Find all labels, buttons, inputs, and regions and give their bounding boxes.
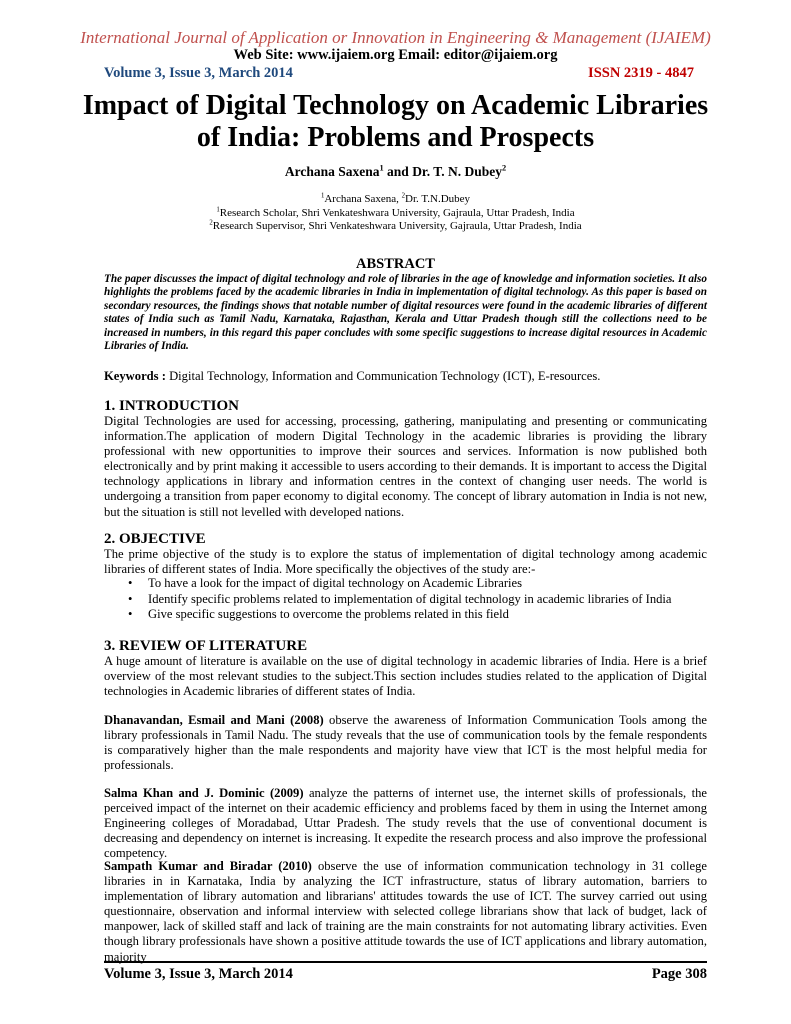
study-authors: Salma Khan and J. Dominic (2009) [104,786,304,800]
journal-name: International Journal of Application or Innovation in Engineering & Management (IJAIEM) [80,28,711,47]
list-item-text: Give specific suggestions to overcome the problems related in this field [148,607,509,622]
keywords-label: Keywords : [104,369,166,383]
list-item [104,607,707,623]
affil-name-2: Dr. T.N.Dubey [405,193,471,205]
objective-paragraph: The prime objective of the study is to explore the status of implementation of digital technology among academic libraries of different states of India. More specifically the objectives of the study are:- [104,547,707,577]
footer-volume: Volume 3, Issue 3, March 2014 [104,966,293,982]
abstract-text: The paper discusses the impact of digital technology and role of libraries in the age of knowledge and information societies. It also highlights the problems faced by the academic libraries in India in implementation of digital technology. As this paper is based on secondary resources, the findings shows that notable number of digital resources were found in the academic libraries of different states of India such as Tamil Nadu, Karnataka, Rajasthan, Kerala and Uttar Pradesh though still the collections need to be increased in numbers, in this regard this paper concludes with some specific suggestions to increase digital resources in Academic Libraries of India. [104,273,707,353]
keywords-text: Digital Technology, Information and Communication Technology (ICT), E-resources. [165,369,601,383]
list-item-text: To have a look for the impact of digital technology on Academic Libraries [148,576,523,590]
affil-2-mark: 2 [209,219,213,227]
study-paragraph [104,713,707,773]
study-authors: Dhanavandan, Esmail and Mani (2008) [104,713,324,727]
paper-title: Impact of Digital Technology on Academic Libraries of India: Problems and Prospects [82,90,709,153]
footer-page-number: Page 308 [651,966,707,982]
footer-divider [104,961,707,963]
list-item [104,576,707,592]
section-heading-introduction: 1. INTRODUCTION [104,398,240,414]
bullet-icon: • [128,591,133,606]
affil-name-1: Archana Saxena, [324,193,402,205]
section-heading-objective: 2. OBJECTIVE [104,531,206,547]
header-issn: ISSN 2319 - 4847 [588,65,694,81]
author-2-name: Dr. T. N. Dubey [412,164,502,179]
author-2-mark: 2 [501,163,507,173]
affiliation-names [0,193,791,205]
list-item [104,592,707,608]
author-line [0,164,791,180]
header-volume: Volume 3, Issue 3, March 2014 [104,65,293,81]
affil-names-mark-2: 2 [401,192,406,200]
study-text: observe the awareness of Information Communication Tools among the library professionals in Tamil Nadu. The study reveals that the use of communication tools by the female respondents is comparatively higher than the male respondents and majority have view that ICT is the most helpful media for professionals. [104,713,707,773]
affiliation-1 [0,207,791,219]
bullet-icon: • [128,576,133,590]
objective-list [104,576,707,623]
list-item-text: Identify specific problems related to implementation of digital technology in academic libraries of India [148,591,672,606]
affil-1-mark: 1 [216,206,220,214]
study-paragraph [104,859,707,965]
journal-website: Web Site: www.ijaiem.org Email: editor@ijaiem.org [233,47,558,63]
keywords [104,369,707,384]
affil-names-mark-1: 1 [320,192,325,200]
section-heading-review: 3. REVIEW OF LITERATURE [104,638,308,654]
introduction-paragraph: Digital Technologies are used for accessing, processing, gathering, manipulating and presenting or communicating information.The application of modern Digital Technology in the academic libraries is providing the library professional with new opportunities to improve their sources and services. Information is now published both electronically and by print making it accessible to users according to their demands. It is important to access the Digital technology applications in library and information centres in the context of changing user needs. The world is undergoing a transition from paper economy to digital economy. The concept of library automation in India is not new, but the situation is still not levelled with developed nations. [104,414,707,519]
affiliation-2 [0,220,791,232]
study-paragraph [104,786,707,861]
author-1-mark: 1 [379,163,384,173]
abstract-heading: ABSTRACT [356,256,435,272]
affil-2-text: Research Supervisor, Shri Venkateshwara University, Gajraula, Uttar Pradesh, India [212,220,582,232]
author-joiner: and [383,164,413,179]
affil-1-text: Research Scholar, Shri Venkateshwara University, Gajraula, Uttar Pradesh, India [219,207,575,219]
study-text: analyze the patterns of internet use, the internet skills of professionals, the perceived impact of the internet on their academic efficiency and problems faced by them in using the Internet among Engineering colleges of Moradabad, Uttar Pradesh. The study revels that the use of conventional document is decreasing and dependency on internet is increasing. It expedite the research process and also improve the professional competency. [104,786,707,861]
study-authors: Sampath Kumar and Biradar (2010) [104,859,312,873]
author-1-name: Archana Saxena [284,164,380,179]
study-text: observe the use of information communication technology in 31 college libraries in in Karnataka, India by analyzing the ICT infrastructure, status of library automation, barriers to implementation of library automation and librarians' attitudes towards the use of ICT. The survey carried out using questionnaire, observation and informal interview with selected college librarians show that lack of budget, lack of manpower, lack of skilled staff and lack of training are the main constraints for not automating library activities. Even though library professionals have shown a positive attitude towards the use of ICT applications and library automation, majority [104,859,707,964]
bullet-icon: • [128,607,133,622]
review-paragraph: A huge amount of literature is available on the use of digital technology in academic libraries of India. Here is a brief overview of the most relevant studies to the subject.This section includes studies related to the application of Digital technologies in Academic libraries of different states of India. [104,654,707,699]
